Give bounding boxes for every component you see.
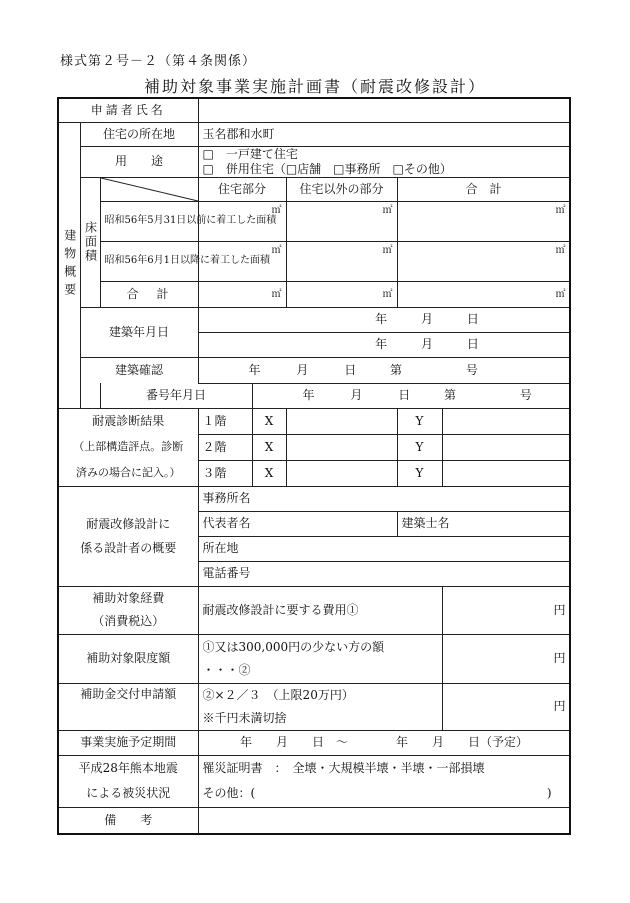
earthquake-other[interactable]: [198, 781, 570, 807]
diagnosis-x-label: X: [252, 434, 286, 460]
cost-label: [58, 586, 198, 634]
area-total-nonresidential[interactable]: [286, 281, 397, 307]
diagnosis-x-1[interactable]: [286, 408, 397, 434]
remarks-field[interactable]: [198, 807, 570, 834]
row-before-label: 昭和56年5月31日以前に着工した面積: [100, 201, 198, 241]
unit-label: ㎡: [555, 289, 566, 301]
application-form-table: [57, 97, 571, 835]
construction-date-2[interactable]: [198, 332, 570, 357]
limit-desc-1: ①又は300,000円の少ない方の額: [202, 639, 385, 654]
diagnosis-x-3[interactable]: [286, 460, 397, 486]
address-label: 住宅の所在地: [80, 122, 198, 146]
designer-label-2: 係る設計者の概要: [80, 541, 177, 555]
diagnosis-x-label: X: [252, 460, 286, 486]
year-label: 年: [248, 362, 261, 377]
limit-label: 補助対象限度額: [58, 634, 198, 683]
floor-area-diagonal: [100, 177, 198, 201]
limit-desc-2: ・・・②: [202, 662, 251, 677]
unit-label: ㎡: [271, 204, 282, 216]
month-label: 月: [350, 388, 363, 402]
use-options[interactable]: [198, 146, 570, 177]
grant-amount[interactable]: [442, 683, 570, 730]
grant-desc: [198, 683, 442, 730]
diagnosis-label-3: 済みの場合に記入。）: [58, 460, 198, 486]
confirm-no-label: 第: [444, 388, 457, 402]
designer-office[interactable]: 事務所名: [198, 486, 570, 511]
month-label: 月: [421, 337, 434, 351]
cost-amount[interactable]: [442, 586, 570, 634]
cost-label-1: 補助対象経費: [92, 591, 165, 606]
diagnosis-floor-1: １階: [198, 408, 252, 434]
remarks-label: 備 考: [58, 807, 198, 834]
diagnosis-y-label: Y: [397, 434, 442, 460]
day-label: 日: [398, 388, 411, 402]
unit-label: ㎡: [555, 244, 566, 256]
applicant-label: 申請者氏名: [58, 98, 198, 122]
grant-desc-1: ②×２／３ （上限20万円）: [202, 687, 354, 702]
day-label: 日: [466, 337, 479, 351]
diagnosis-floor-3: ３階: [198, 460, 252, 486]
diagnosis-y-2[interactable]: [442, 434, 570, 460]
unit-label: ㎡: [555, 204, 566, 216]
area-before-nonresidential[interactable]: [286, 201, 397, 241]
earthquake-other-close: ): [546, 786, 552, 801]
grant-desc-2: ※千円未満切捨: [202, 710, 287, 725]
confirm-no-label: 第: [390, 362, 403, 377]
document-title: 補助対象事業実施計画書（耐震改修設計）: [143, 77, 486, 96]
use-option-detached[interactable]: □ 一戸建て住宅: [202, 146, 298, 161]
grant-label: 補助金交付申請額: [58, 683, 198, 730]
diagnosis-label-1: 耐震診断結果: [58, 408, 198, 434]
col-total: 合 計: [397, 177, 570, 201]
use-option-mixed[interactable]: □ 併用住宅（□店舗 □事務所 □その他）: [202, 161, 452, 176]
year-label: 年: [302, 388, 315, 402]
confirm-label-2: 番号年月日: [100, 383, 252, 408]
address-field[interactable]: 玉名郡和水町: [198, 122, 570, 146]
applicant-field[interactable]: [198, 98, 570, 122]
yen-unit: 円: [553, 699, 566, 713]
row-total-label: 合 計: [100, 281, 198, 307]
month-label: 月: [296, 362, 309, 377]
cost-desc: 耐震改修設計に要する費用①: [198, 586, 442, 634]
schedule-label: 事業実施予定期間: [58, 730, 198, 755]
earthquake-label-2: による被災状況: [58, 781, 198, 807]
confirm-row-1[interactable]: [198, 357, 570, 383]
earthquake-label-1: 平成28年熊本地震: [58, 755, 198, 781]
area-total-residential[interactable]: [198, 281, 286, 307]
unit-label: ㎡: [382, 289, 393, 301]
unit-label: ㎡: [271, 244, 282, 256]
construction-date-1[interactable]: [198, 307, 570, 332]
designer-location[interactable]: 所在地: [198, 536, 570, 561]
day-label: 日: [466, 312, 479, 326]
year-label: 年: [375, 337, 388, 351]
earthquake-cert[interactable]: 罹災証明書 ： 全壊・大規模半壊・半壊・一部損壊: [198, 755, 570, 781]
designer-architect[interactable]: 建築士名: [397, 511, 570, 536]
diagnosis-floor-2: ２階: [198, 434, 252, 460]
diagnosis-x-2[interactable]: [286, 434, 397, 460]
limit-desc: [198, 634, 442, 683]
cost-label-2: （消費税込）: [92, 614, 165, 628]
designer-label: [58, 486, 198, 586]
area-before-total[interactable]: [397, 201, 570, 241]
unit-label: ㎡: [382, 204, 393, 216]
designer-label-1: 耐震改修設計に: [86, 517, 171, 531]
confirm-label-1: 建築確認: [80, 357, 198, 383]
construction-date-label: 建築年月日: [80, 307, 198, 357]
day-label: 日: [344, 362, 357, 377]
month-label: 月: [421, 312, 434, 326]
area-after-total[interactable]: [397, 241, 570, 281]
area-after-nonresidential[interactable]: [286, 241, 397, 281]
diagnosis-y-1[interactable]: [442, 408, 570, 434]
diagnosis-label-2: （上部構造評点。診断: [58, 434, 198, 460]
diagnosis-y-label: Y: [397, 408, 442, 434]
area-total-total[interactable]: [397, 281, 570, 307]
floor-area-label: 床面積: [80, 177, 100, 307]
schedule-period[interactable]: 年 月 日 ～ 年 月 日（予定）: [198, 730, 570, 755]
confirm-go-label: 号: [465, 362, 478, 377]
building-section-label: 建物概要: [58, 122, 80, 408]
use-label: 用 途: [80, 146, 198, 177]
designer-representative[interactable]: 代表者名: [198, 511, 397, 536]
row-after-label: 昭和56年6月1日以降に着工した面積: [100, 241, 198, 281]
year-label: 年: [375, 312, 388, 326]
confirm-row-2[interactable]: [252, 383, 570, 408]
col-residential: 住宅部分: [198, 177, 286, 201]
diagnosis-y-label: Y: [397, 460, 442, 486]
diagnosis-x-label: X: [252, 408, 286, 434]
earthquake-other-label: その他：(: [202, 786, 256, 801]
col-nonresidential: 住宅以外の部分: [286, 177, 397, 201]
yen-unit: 円: [553, 651, 566, 665]
form-number: 様式第２号－２（第４条関係）: [60, 54, 257, 69]
yen-unit: 円: [553, 602, 566, 617]
unit-label: ㎡: [382, 244, 393, 256]
limit-amount[interactable]: [442, 634, 570, 683]
unit-label: ㎡: [271, 289, 282, 301]
confirm-go-label: 号: [519, 388, 532, 402]
diagnosis-y-3[interactable]: [442, 460, 570, 486]
designer-phone[interactable]: 電話番号: [198, 561, 570, 586]
